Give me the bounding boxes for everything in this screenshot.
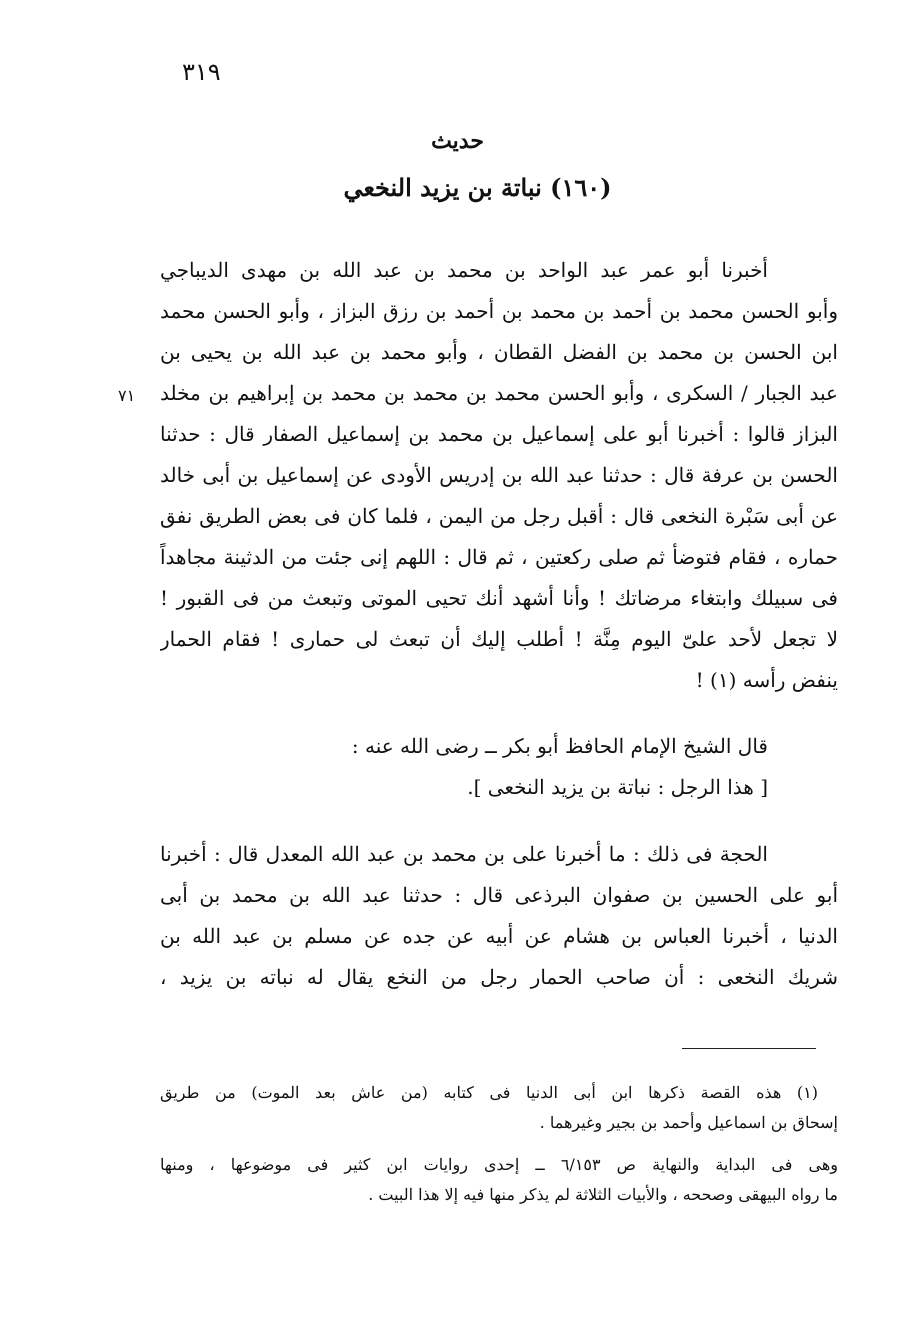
marginal-page-reference: ٧١ [118,386,136,405]
text-line: الحجة فى ذلك : ما أخبرنا على بن محمد بن عبد الله المعدل قال : أخبرنا [160,842,768,866]
chapter-heading: (١٦٠) نباتة بن يزيد النخعي [343,173,612,202]
text-line: ابن الحسن بن محمد بن الفضل القطان ، وأبو محمد بن عبد الله بن يحيى بن [160,340,838,364]
text-line: البزاز قالوا : أخبرنا أبو على إسماعيل بن محمد بن إسماعيل الصفار قال : حدثنا [160,422,838,446]
section-title: حديث [431,128,484,154]
text-line: أبو على الحسين بن صفوان البرذعى قال : حدثنا عبد الله بن محمد بن أبى [160,883,838,907]
footnote-line: ما رواه البيهقى وصححه ، والأبيات الثلاثة لم يذكر منها فيه إلا هذا البيت . [368,1185,838,1204]
footnote-line: (١) هذه القصة ذكرها ابن أبى الدنيا فى كتابه (من عاش بعد الموت) من طريق [160,1083,818,1102]
text-line: الدنيا ، أخبرنا العباس بن هشام عن أبيه عن جده عن مسلم بن عبد الله بن [160,924,838,948]
paragraph-hadith-chain [160,250,838,701]
paragraph-sheikh-statement [160,726,838,808]
page-number: ٣١٩ [182,58,221,86]
text-line: قال الشيخ الإمام الحافظ أبو بكر ــ رضى الله عنه : [351,734,768,758]
text-line: فى سبيلك وابتغاء مرضاتك ! وأنا أشهد أنك تحيى الموتى وتبعث من فى القبور ! [160,586,838,610]
text-line: وأبو الحسن محمد بن أحمد بن محمد بن أحمد بن رزق البزاز ، وأبو الحسن محمد [160,299,838,323]
text-line: لا تجعل لأحد علىّ اليوم مِنَّة ! أطلب إليك أن تبعث لى حمارى ! فقام الحمار [160,627,838,651]
footnote-divider [682,1048,816,1049]
text-line: أخبرنا أبو عمر عبد الواحد بن محمد بن عبد الله بن مهدى الديباجي [160,258,768,282]
footnote-line: وهى فى البداية والنهاية ص ٦/١٥٣ ــ إحدى روايات ابن كثير فى موضوعها ، ومنها [160,1155,838,1174]
footnotes [160,1078,838,1210]
text-line: [ هذا الرجل : نباتة بن يزيد النخعى ]. [467,775,768,799]
text-line: حماره ، فقام فتوضأ ثم صلى ركعتين ، ثم قال : اللهم إنى جئت من الدثينة مجاهداً [160,545,838,569]
text-line: ينفض رأسه (١) ! [695,668,838,692]
text-line: الحسن بن عرفة قال : حدثنا عبد الله بن إدريس الأودى عن إسماعيل بن أبى خالد [160,463,838,487]
paragraph-evidence [160,834,838,998]
footnote-line: إسحاق بن اسماعيل وأحمد بن بجير وغيرهما . [539,1113,838,1132]
text-line: عن أبى سَبْرة النخعى قال : أقبل رجل من اليمن ، فلما كان فى بعض الطريق نفق [160,504,838,528]
text-line: عبد الجبار / السكرى ، وأبو الحسن محمد بن محمد بن محمد بن إبراهيم بن مخلد [160,381,838,405]
text-line: شريك النخعى : أن صاحب الحمار رجل من النخع يقال له نباته بن يزيد ، [160,965,838,989]
